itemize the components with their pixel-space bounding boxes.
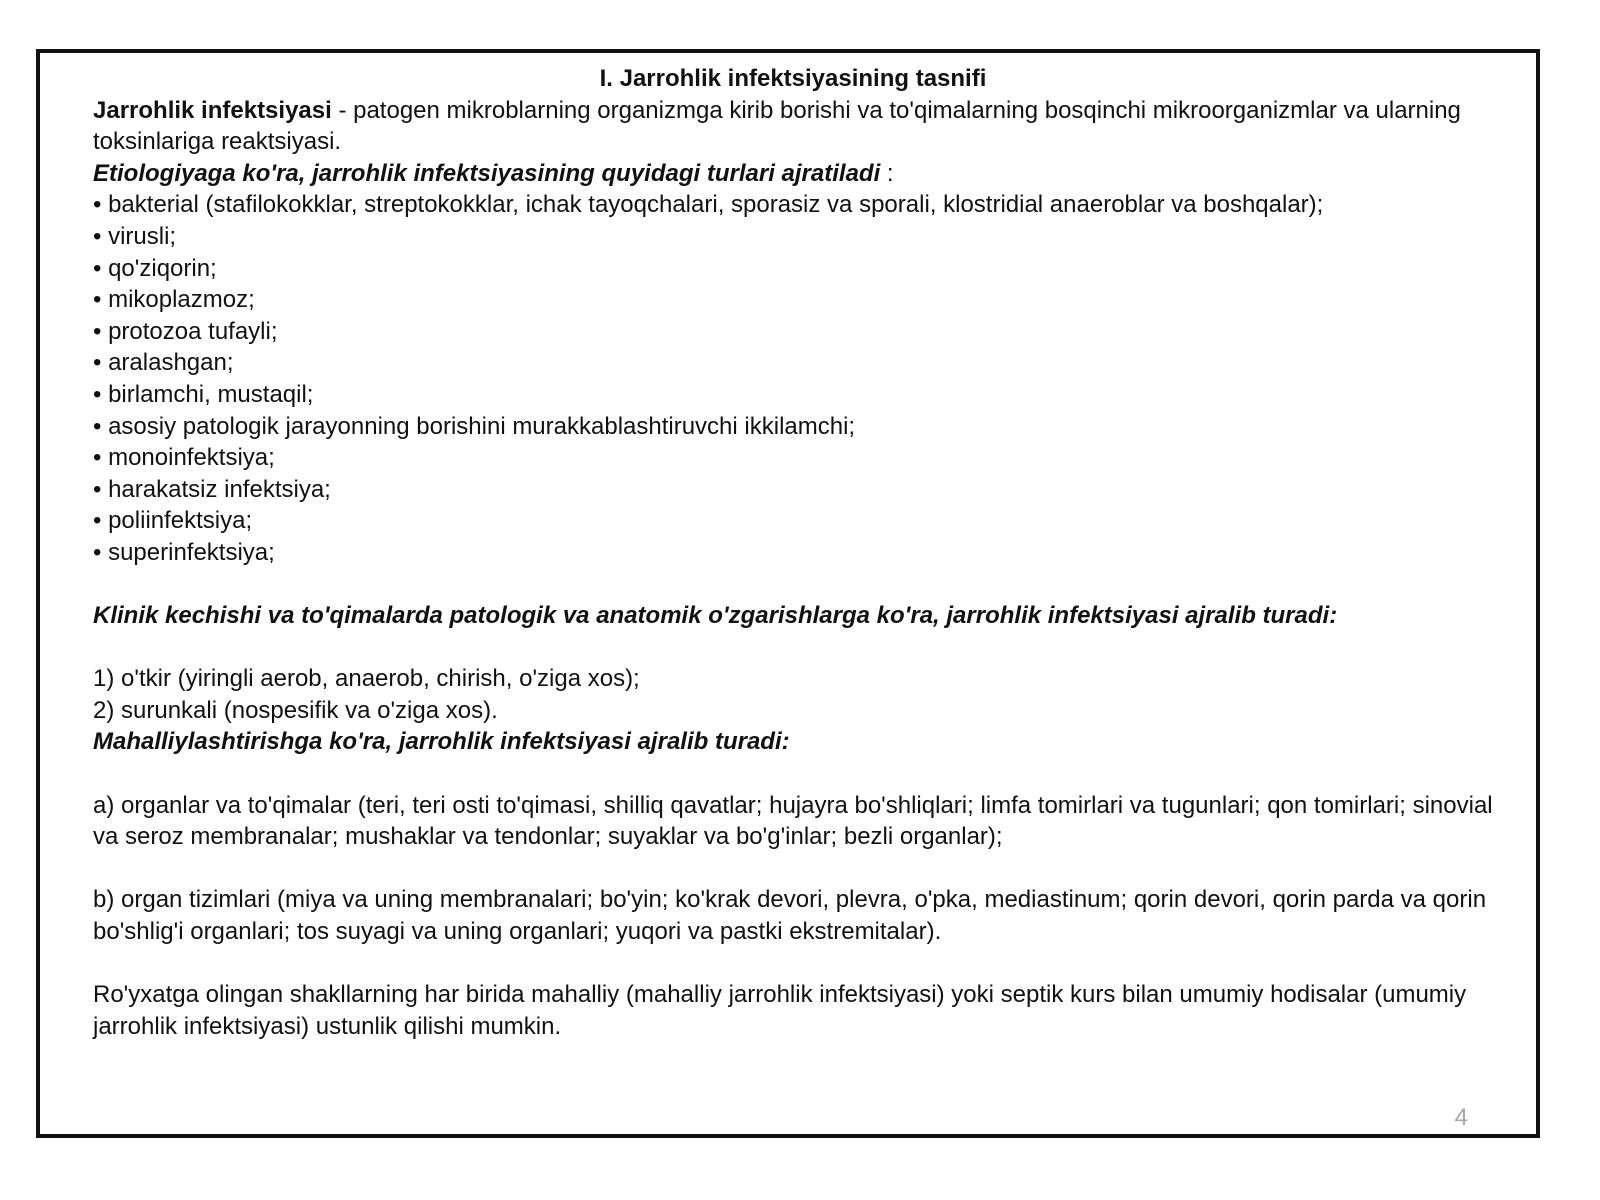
list-item: • mikoplazmoz; (93, 284, 1493, 316)
etiology-list (93, 189, 1493, 568)
etiology-heading: Etiologiyaga ko'ra, jarrohlik infektsiyasining quyidagi turlari ajratiladi (93, 159, 881, 187)
list-item: • asosiy patologik jarayonning borishini murakkablashtiruvchi ikkilamchi; (93, 411, 1493, 443)
list-item: • monoinfektsiya; (93, 442, 1493, 474)
page-number: 4 (1454, 1104, 1468, 1131)
clinical-item-chronic: 2) surunkali (nospesifik va o'ziga xos). (93, 696, 498, 724)
slide-content (93, 63, 1493, 1042)
etiology-heading-line (93, 158, 1493, 190)
spacer (93, 853, 1493, 885)
slide-title: I. Jarrohlik infektsiyasining tasnifi (599, 65, 987, 92)
definition-text: - patogen mikroblarning organizmga kirib borishi va to'qimalarning bosqinchi mikroorganizmlar va ularning toksinlariga reaktsiyasi. (93, 96, 1461, 156)
localization-heading: Mahalliylashtirishga ko'ra, jarrohlik infektsiyasi ajralib turadi: (93, 728, 790, 756)
clinical-heading: Klinik kechishi va to'qimalarda patologik va anatomik o'zgarishlarga ko'ra, jarrohlik infektsiyasi ajralib turadi: (93, 602, 1338, 630)
list-item: • protozoa tufayli; (93, 316, 1493, 348)
list-item: • poliinfektsiya; (93, 505, 1493, 537)
list-item: • harakatsiz infektsiya; (93, 474, 1493, 506)
spacer (93, 758, 1493, 790)
etiology-heading-suffix: : (880, 159, 894, 187)
clinical-item-acute: 1) o'tkir (yiringli aerob, anaerob, chirish, o'ziga xos); (93, 665, 640, 693)
list-item: • superinfektsiya; (93, 537, 1493, 569)
localization-item-b: b) organ tizimlari (miya va uning membranalari; bo'yin; ko'krak devori, plevra, o'pka, mediastinum; qorin devori, qorin parda va qorin bo'shlig'i organlari; tos suyagi va uning organlari; yuqori va pastki ekstremitalar). (93, 886, 1487, 946)
spacer (93, 632, 1493, 664)
list-item: • bakterial (stafilokokklar, streptokokklar, ichak tayoqchalari, sporasiz va sporali, klostridial anaeroblar va boshqalar); (93, 189, 1493, 221)
spacer (93, 948, 1493, 980)
localization-item-a: a) organlar va to'qimalar (teri, teri osti to'qimasi, shilliq qavatlar; hujayra bo'shliqlari; limfa tomirlari va tugunlari; qon tomirlari; sinovial va seroz membranalar; mushaklar va tendonlar; suyaklar va bo'g'inlar; bezli organlar); (93, 791, 1493, 851)
definition-term: Jarrohlik infektsiyasi (93, 96, 332, 124)
list-item: • aralashgan; (93, 347, 1493, 379)
slide-frame (36, 49, 1540, 1138)
list-item: • birlamchi, mustaqil; (93, 379, 1493, 411)
conclusion-paragraph: Ro'yxatga olingan shakllarning har birida mahalliy (mahalliy jarrohlik infektsiyasi) yoki septik kurs bilan umumiy hodisalar (umumiy jarrohlik infektsiyasi) ustunlik qilishi mumkin. (93, 981, 1467, 1040)
definition-paragraph (93, 95, 1493, 158)
list-item: • qo'ziqorin; (93, 253, 1493, 285)
list-item: • virusli; (93, 221, 1493, 253)
spacer (93, 569, 1493, 601)
